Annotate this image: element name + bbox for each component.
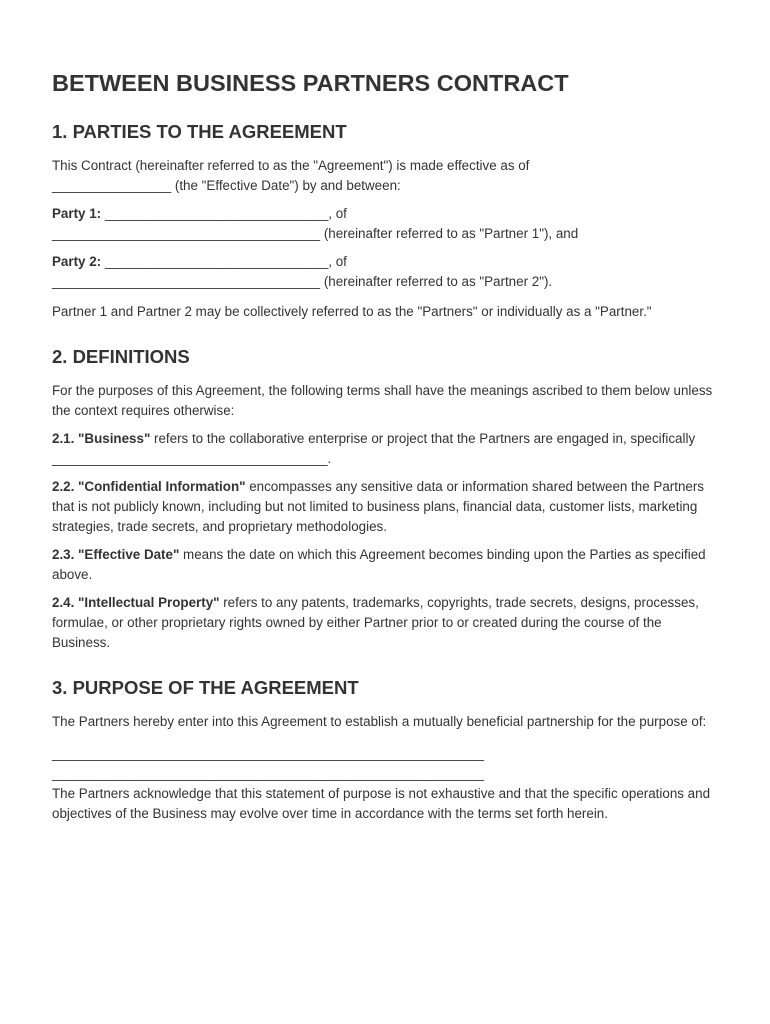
definition-effective-date <box>52 545 718 585</box>
party-1-block <box>52 204 718 244</box>
definitions-intro: For the purposes of this Agreement, the following terms shall have the meanings ascribed to them below unless the context requires otherwise: <box>52 383 713 418</box>
purpose-intro: The Partners hereby enter into this Agreement to establish a mutually beneficial partnership for the purpose of: <box>52 714 707 729</box>
section-definitions <box>52 346 718 653</box>
party-2-label: Party 2: <box>52 254 102 269</box>
document-title: BETWEEN BUSINESS PARTNERS CONTRACT <box>52 70 569 96</box>
intro-line-1: This Contract (hereinafter referred to as the "Agreement") is made effective as of <box>52 158 530 173</box>
definition-text: refers to any patents, trademarks, copyrights, trade secrets, designs, processes, formulae, or other proprietary rights owned by either Partner prior to or created during the course of the Business. <box>52 595 699 650</box>
section-heading-purpose: 3. PURPOSE OF THE AGREEMENT <box>52 677 359 698</box>
definition-intellectual-property <box>52 593 718 653</box>
purpose-closing: The Partners acknowledge that this statement of purpose is not exhaustive and that the specific operations and objectives of the Business may evolve over time in accordance with the terms set forth herein. <box>52 786 711 821</box>
definition-text: encompasses any sensitive data or information shared between the Partners that is not publicly known, including but not limited to business plans, financial data, customer lists, marketing strategies, trade secrets, and proprietary methodologies. <box>52 479 704 534</box>
section-heading-definitions: 2. DEFINITIONS <box>52 346 190 367</box>
section-heading-parties: 1. PARTIES TO THE AGREEMENT <box>52 121 347 142</box>
section-parties <box>52 121 718 322</box>
purpose-blank-line: __________________________________________________________ <box>52 746 484 761</box>
collective-reference: Partner 1 and Partner 2 may be collectively referred to as the "Partners" or individually as a "Partner." <box>52 304 652 319</box>
party-2-block <box>52 252 718 292</box>
party-1-label: Party 1: <box>52 206 102 221</box>
purpose-blank-line: __________________________________________________________ <box>52 766 484 781</box>
party-2-name-blank: ______________________________, of <box>101 254 347 269</box>
party-1-address-line: ____________________________________ (hereinafter referred to as "Partner 1"), and <box>52 226 579 241</box>
definition-term: 2.2. "Confidential Information" <box>52 479 246 494</box>
definition-text: means the date on which this Agreement becomes binding upon the Parties as specified above. <box>52 547 706 582</box>
section-purpose <box>52 677 718 824</box>
intro-line-2: ________________ (the "Effective Date") by and between: <box>52 178 401 193</box>
intro-paragraph <box>52 156 718 196</box>
party-1-name-blank: ______________________________, of <box>101 206 347 221</box>
definition-term: 2.1. "Business" <box>52 431 151 446</box>
definition-business <box>52 429 718 469</box>
definition-confidential-information <box>52 477 718 537</box>
party-2-address-line: ____________________________________ (hereinafter referred to as "Partner 2"). <box>52 274 553 289</box>
definition-text: refers to the collaborative enterprise or project that the Partners are engaged in, specifically _____________________________________. <box>52 431 696 466</box>
definition-term: 2.4. "Intellectual Property" <box>52 595 220 610</box>
definition-term: 2.3. "Effective Date" <box>52 547 180 562</box>
